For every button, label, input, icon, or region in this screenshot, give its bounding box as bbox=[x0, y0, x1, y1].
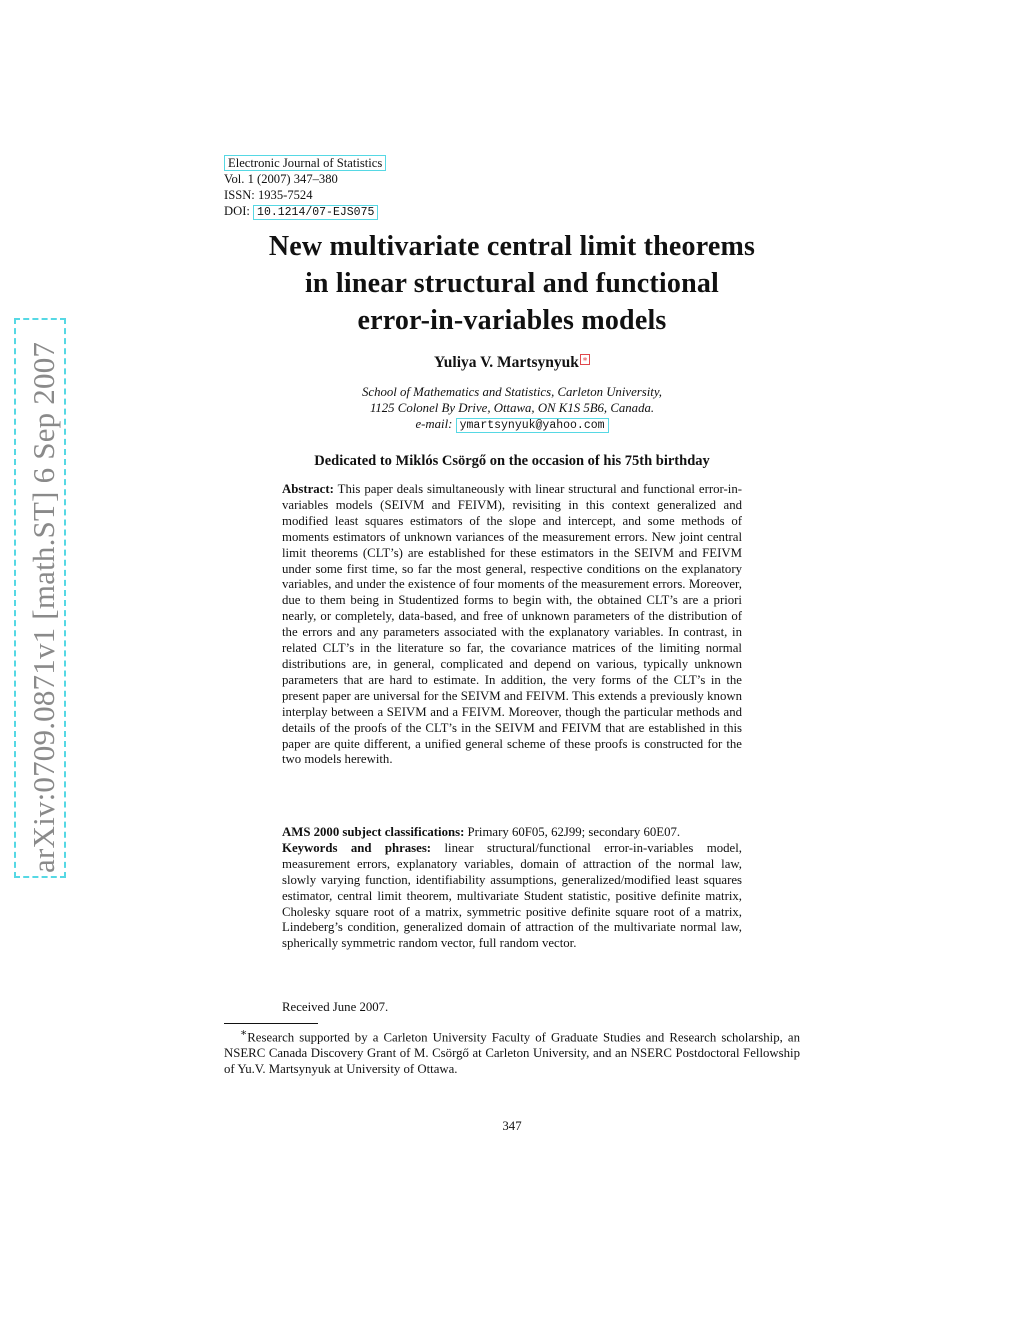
journal-header bbox=[224, 155, 386, 221]
doi-link[interactable]: 10.1214/07-EJS075 bbox=[253, 205, 378, 220]
abstract bbox=[282, 482, 742, 768]
abstract-text: This paper deals simultaneously with linear structural and functional error-in-variables models (SEIVM and FEIVM), revisiting in this context generalized and modified least squares estimators of the slope and intercept, and some methods of moments estimators of unknown variances of the measurement errors. New joint central limit theorems (CLT’s) are established for these estimators in the SEIVM and FEIVM under some first time, so far the most general, respective conditions on the explanatory variables, and under the existence of four moments of the measurement errors. Moreover, due to them being in Studentized forms to begin with, the obtained CLT’s are a priori nearly, or completely, data-based, and free of unknown parameters of the distribution of the errors and any parameters associated with the explanatory variables. In contrast, in related CLT’s in the literature so far, the covariance matrices of the limiting normal distributions are, in general, complicated and depend on various, typically unknown parameters that are hard to estimate. In addition, the very forms of the CLT’s in the present paper are universal for the SEIVM and FEIVM. This extends a previously known interplay between a SEIVM and a FEIVM. Moreover, though the particular methods and details of the proofs of the CLT’s in the SEIVM and FEIVM that are established in this paper are quite different, a unified general scheme of these proofs is constructed for the two models herewith. bbox=[282, 482, 742, 767]
email-link[interactable]: ymartsynyuk@yahoo.com bbox=[456, 418, 609, 433]
classifications-text: Primary 60F05, 62J99; secondary 60E07. bbox=[467, 825, 681, 839]
journal-doi bbox=[224, 203, 386, 221]
footnote-mark-link[interactable]: ∗ bbox=[581, 354, 588, 364]
abstract-label: Abstract: bbox=[282, 482, 334, 496]
classifications-and-keywords bbox=[282, 825, 742, 952]
footnote bbox=[224, 1026, 800, 1077]
journal-volume: Vol. 1 (2007) 347–380 bbox=[224, 172, 338, 186]
doi-label: DOI: bbox=[224, 204, 250, 218]
keywords-label: Keywords and phrases: bbox=[282, 840, 432, 855]
author-name: Yuliya V. Martsynyuk bbox=[434, 354, 579, 371]
paper-title bbox=[212, 228, 812, 339]
author bbox=[212, 354, 812, 372]
received-date: Received June 2007. bbox=[282, 1000, 389, 1014]
keywords-text: linear structural/functional error-in-variables model, measurement errors, explanatory variables, domain of attraction of the normal law, slowly varying function, identifiability assumptions, generalized/modified least squares estimator, central limit theorem, multivariate Student statistic, positive definite matrix, Cholesky square root of a matrix, symmetric positive definite square root of a matrix, Lindeberg’s condition, generalized domain of attraction of the multivariate normal law, spherically symmetric random vector, full random vector. bbox=[282, 840, 742, 951]
footnote-mark: ∗ bbox=[240, 1028, 248, 1039]
affiliation-line-1: School of Mathematics and Statistics, Carleton University, bbox=[362, 385, 662, 399]
classifications-label: AMS 2000 subject classifications: bbox=[282, 825, 465, 839]
classifications bbox=[282, 825, 742, 841]
journal-issn: ISSN: 1935-7524 bbox=[224, 188, 313, 202]
title-line-2: in linear structural and functional bbox=[304, 268, 720, 299]
footnote-rule bbox=[224, 1023, 318, 1024]
affiliation bbox=[212, 384, 812, 434]
title-line-3: error-in-variables models bbox=[357, 305, 667, 336]
email-label: e-mail: bbox=[415, 417, 453, 431]
affiliation-line-2: 1125 Colonel By Drive, Ottawa, ON K1S 5B6, Canada. bbox=[369, 401, 655, 415]
keywords bbox=[282, 841, 742, 952]
page-number: 347 bbox=[502, 1119, 522, 1133]
journal-name-link[interactable]: Electronic Journal of Statistics bbox=[224, 155, 386, 171]
title-line-1: New multivariate central limit theorems bbox=[268, 231, 756, 262]
footnote-text: Research supported by a Carleton University Faculty of Graduate Studies and Research scholarship, an NSERC Canada Discovery Grant of M. Csörgő at Carleton University, and an NSERC Postdoctoral Fellowship of Yu.V. Martsynyuk at University of Ottawa. bbox=[224, 1030, 800, 1077]
arxiv-stamp[interactable]: arXiv:0709.0871v1 [math.ST] 6 Sep 2007 bbox=[26, 341, 61, 873]
dedication: Dedicated to Miklós Csörgő on the occasion of his 75th birthday bbox=[314, 453, 710, 469]
